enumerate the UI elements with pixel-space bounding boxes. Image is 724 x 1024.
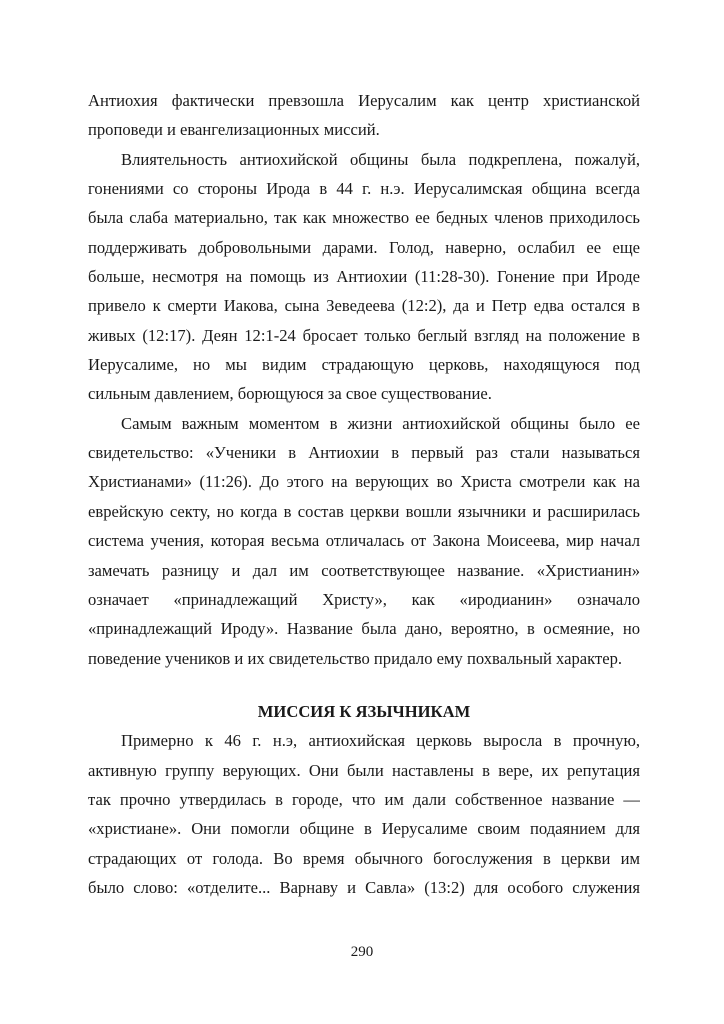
text-line: Иерусалиме, но мы видим страдающую церковь, находящуюся под [88, 355, 640, 375]
text-line: Антиохия фактически превзошла Иерусалим как центр христианской [88, 91, 640, 110]
paragraph [88, 86, 640, 145]
text-line: система учения, которая весьма отличалась от Закона Моисеева, мир начал [88, 531, 640, 551]
text-line: Влиятельность антиохийской общины была подкреплена, пожалуй, [121, 149, 640, 169]
text-line: поддерживать добровольными дарами. Голод, наверно, ослабил ее еще [88, 237, 640, 257]
body-text [88, 86, 640, 902]
text-line: больше, несмотря на помощь из Антиохии (11:28-30). Гонение при Ироде [88, 267, 640, 287]
text-line: свидетельство: «Ученики в Антиохии в первый раз стали называться [88, 443, 640, 463]
text-line: активную группу верующих. Они были наставлены в вере, их репутация [88, 760, 640, 780]
text-line: еврейскую секту, но когда в состав церкви вошли язычники и расширилась [88, 501, 640, 521]
text-line: была слаба материально, так как множество ее бедных членов приходилось [88, 208, 640, 228]
text-line: так прочно утвердилась в городе, что им дали собственное название — [88, 789, 640, 809]
page-number: 290 [350, 944, 374, 960]
text-line: было слово: «отделите... Варнаву и Савла» (13:2) для особого служения [88, 877, 640, 897]
paragraph [88, 145, 640, 409]
text-line: «христиане». Они помогли общине в Иерусалиме своим подаянием для [88, 819, 640, 839]
text-line: поведение учеников и их свидетельство придало ему похвальный характер. [88, 648, 623, 668]
text-line: страдающих от голода. Во время обычного богослужения в церкви им [88, 848, 640, 868]
text-line: Самым важным моментом в жизни антиохийской общины было ее [121, 413, 640, 433]
text-line: «принадлежащий Ироду». Название была дано, вероятно, в осмеяние, но [88, 619, 640, 639]
text-line: гонениями со стороны Ирода в 44 г. н.э. Иерусалимская община всегда [88, 179, 640, 199]
text-line: замечать разницу и дал им соответствующее название. «Христианин» [88, 560, 640, 580]
text-line: живых (12:17). Деян 12:1-24 бросает только беглый взгляд на положение в [88, 325, 640, 345]
section-heading: МИССИЯ К ЯЗЫЧНИКАМ [257, 701, 471, 721]
text-line: Христианами» (11:26). До этого на верующих во Христа смотрели как на [88, 472, 640, 492]
paragraph [88, 409, 640, 673]
text-line: сильным давлением, борющуюся за свое существование. [88, 384, 492, 404]
text-line: Примерно к 46 г. н.э, антиохийская церковь выросла в прочную, [121, 731, 640, 751]
paragraph [88, 726, 640, 902]
text-line: означает «принадлежащий Христу», как «иродианин» означало [88, 589, 640, 609]
text-line: проповеди и евангелизационных миссий. [88, 120, 380, 140]
text-line: привело к смерти Иакова, сына Зеведеева (12:2), да и Петр едва остался в [88, 296, 640, 316]
